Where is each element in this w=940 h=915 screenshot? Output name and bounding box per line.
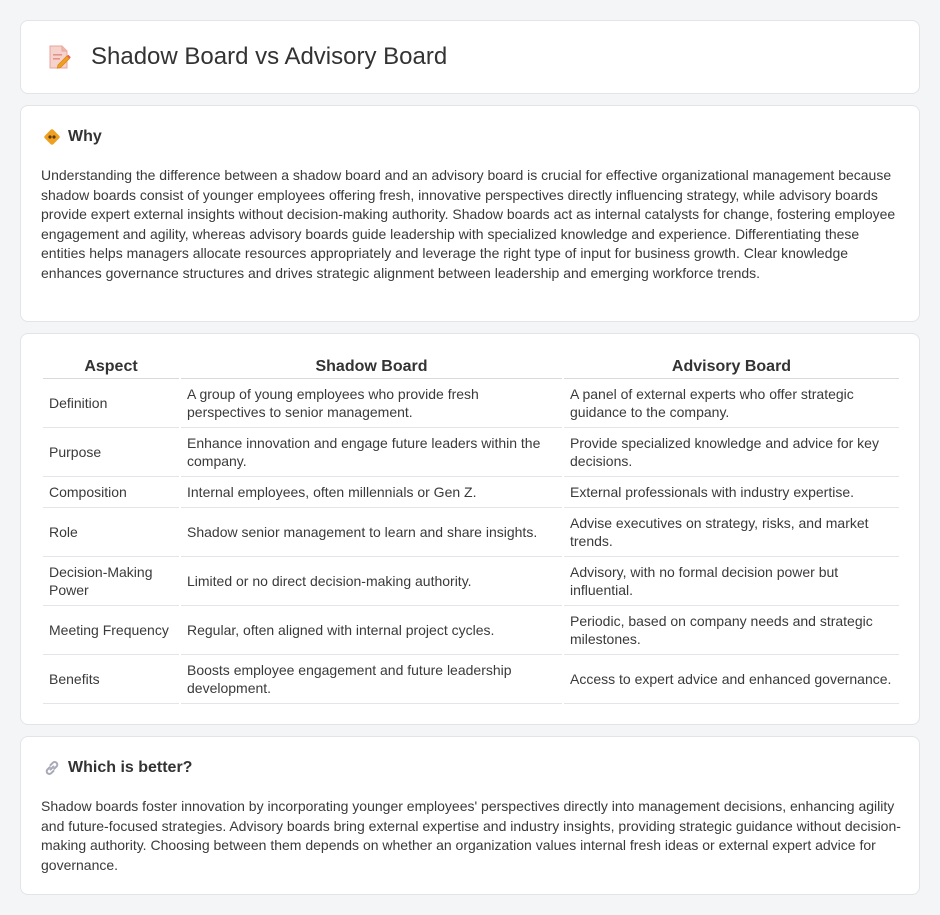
cell-advisory: Periodic, based on company needs and strategic milestones.: [563, 605, 899, 654]
cell-aspect: Meeting Frequency: [43, 605, 180, 654]
which-is-better-section: [20, 736, 920, 895]
cell-shadow: Enhance innovation and engage future leaders within the company.: [180, 427, 563, 476]
table-row: [43, 605, 899, 654]
link-icon: [43, 759, 61, 777]
table-row: [43, 507, 899, 556]
page-title: Shadow Board vs Advisory Board: [91, 43, 448, 70]
cell-advisory: Advise executives on strategy, risks, and market trends.: [563, 507, 899, 556]
table-row: [43, 654, 899, 703]
better-body: Shadow boards foster innovation by incorporating younger employees' perspectives directly into management decisions, enhancing agility and future-focused strategies. Advisory boards bring external expertise and industry insights, providing strategic guidance without decision-making authority. Choosing between them depends on whether an organization values internal fresh ideas or external expert advice for governance.: [41, 798, 901, 873]
cell-advisory: Advisory, with no formal decision power but influential.: [563, 556, 899, 605]
header-advisory-board: Advisory Board: [563, 354, 899, 378]
better-title: Which is better?: [68, 759, 193, 776]
cell-advisory: A panel of external experts who offer strategic guidance to the company.: [563, 378, 899, 427]
cell-aspect: Composition: [43, 476, 180, 507]
header-shadow-board: Shadow Board: [180, 354, 563, 378]
document-pencil-icon: [45, 43, 73, 71]
cell-aspect: Decision-Making Power: [43, 556, 180, 605]
header-card: [20, 20, 920, 94]
cell-advisory: External professionals with industry expertise.: [563, 476, 899, 507]
table-row: [43, 476, 899, 507]
why-title: Why: [68, 128, 102, 145]
cell-shadow: Internal employees, often millennials or Gen Z.: [180, 476, 563, 507]
why-body: Understanding the difference between a shadow board and an advisory board is crucial for effective organizational management because shadow boards consist of younger employees offering fresh, innovative perspectives directly influencing strategy, while advisory boards provide expert external insights without decision-making authority. Shadow boards act as internal catalysts for change, fostering employee engagement and agility, whereas advisory boards guide leadership with specialized knowledge and experience. Differentiating these entities helps managers allocate resources appropriately and leverage the right type of input for business growth. Clear knowledge enhances governance structures and drives strategic alignment between leadership and emerging workforce trends.: [41, 167, 896, 281]
cell-shadow: Boosts employee engagement and future leadership development.: [180, 654, 563, 703]
table-row: [43, 556, 899, 605]
cell-shadow: A group of young employees who provide fresh perspectives to senior management.: [180, 378, 563, 427]
cell-shadow: Shadow senior management to learn and share insights.: [180, 507, 563, 556]
cell-aspect: Benefits: [43, 654, 180, 703]
why-section: [20, 105, 920, 322]
cell-advisory: Access to expert advice and enhanced governance.: [563, 654, 899, 703]
cell-aspect: Purpose: [43, 427, 180, 476]
better-heading: [43, 759, 192, 777]
cell-aspect: Role: [43, 507, 180, 556]
cell-shadow: Regular, often aligned with internal project cycles.: [180, 605, 563, 654]
comparison-table: [43, 354, 899, 704]
table-row: [43, 427, 899, 476]
why-heading: [43, 128, 102, 146]
diamond-sign-icon: [43, 128, 61, 146]
cell-shadow: Limited or no direct decision-making authority.: [180, 556, 563, 605]
title-row: [45, 43, 447, 71]
comparison-section: [20, 333, 920, 725]
table-header-row: [43, 354, 899, 378]
header-aspect: Aspect: [43, 354, 180, 378]
table-row: [43, 378, 899, 427]
cell-advisory: Provide specialized knowledge and advice for key decisions.: [563, 427, 899, 476]
cell-aspect: Definition: [43, 378, 180, 427]
